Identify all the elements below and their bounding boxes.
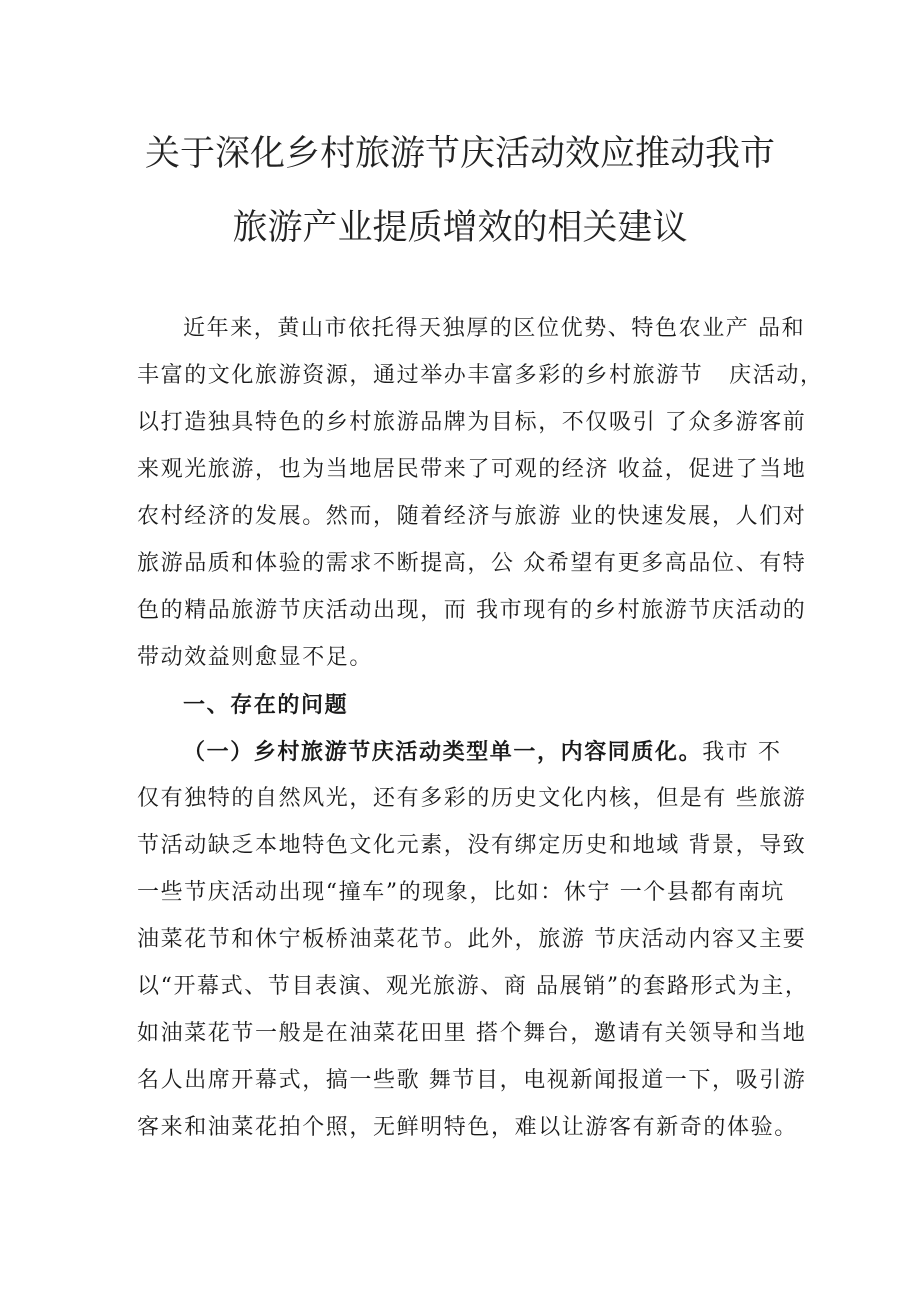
intro-paragraph-line: 色的精品旅游节庆活动出现，而 我市现有的乡村旅游节庆活动的 bbox=[137, 598, 807, 623]
section-heading: 一、存在的问题 bbox=[183, 692, 349, 718]
subsection-first-line bbox=[183, 737, 782, 768]
intro-paragraph-line: 农村经济的发展。然而，随着经济与旅游 业的快速发展，人们对 bbox=[137, 504, 807, 529]
subsection-paragraph-line: 一些节庆活动出现“撞车”的现象，比如：休宁 一个县都有南坑 bbox=[137, 880, 785, 905]
subsection-first-line-text: 我市 不 bbox=[702, 740, 782, 765]
subsection-paragraph-line: 节活动缺乏本地特色文化元素，没有绑定历史和地域 背景，导致 bbox=[137, 833, 807, 858]
subsection-paragraph-line: 如油菜花节一般是在油菜花田里 搭个舞台，邀请有关领导和当地 bbox=[137, 1021, 807, 1046]
subsection-paragraph-line: 油菜花节和休宁板桥油菜花节。此外，旅游 节庆活动内容又主要 bbox=[137, 927, 807, 952]
document-title-line-1: 关于深化乡村旅游节庆活动效应推动我市 bbox=[144, 134, 775, 174]
intro-paragraph-line: 带动效益则愈显不足。 bbox=[137, 645, 374, 670]
subsection-paragraph-line: 仅有独特的自然风光，还有多彩的历史文化内核，但是有 些旅游 bbox=[137, 786, 807, 811]
intro-paragraph-line: 丰富的文化旅游资源，通过举办丰富多彩的乡村旅游节 庆活动， bbox=[137, 363, 824, 388]
subsection-paragraph-line: 客来和油菜花拍个照，无鲜明特色，难以让游客有新奇的体验。 bbox=[137, 1115, 798, 1140]
intro-paragraph-line: 近年来，黄山市依托得天独厚的区位优势、特色农业产 品和 bbox=[183, 316, 806, 341]
intro-paragraph-line: 来观光旅游，也为当地居民带来了可观的经济 收益，促进了当地 bbox=[137, 457, 807, 482]
document-title-line-2: 旅游产业提质增效的相关建议 bbox=[232, 208, 688, 248]
subsection-paragraph-line: 名人出席开幕式，搞一些歌 舞节目，电视新闻报道一下，吸引游 bbox=[137, 1068, 807, 1093]
intro-paragraph-line: 以打造独具特色的乡村旅游品牌为目标，不仅吸引 了众多游客前 bbox=[137, 410, 807, 435]
subsection-heading: （一）乡村旅游节庆活动类型单一，内容同质化。 bbox=[183, 739, 703, 765]
intro-paragraph-line: 旅游品质和体验的需求不断提高，公 众希望有更多高品位、有特 bbox=[137, 551, 807, 576]
subsection-paragraph-line: 以“开幕式、节目表演、观光旅游、商 品展销”的套路形式为主， bbox=[137, 974, 809, 999]
